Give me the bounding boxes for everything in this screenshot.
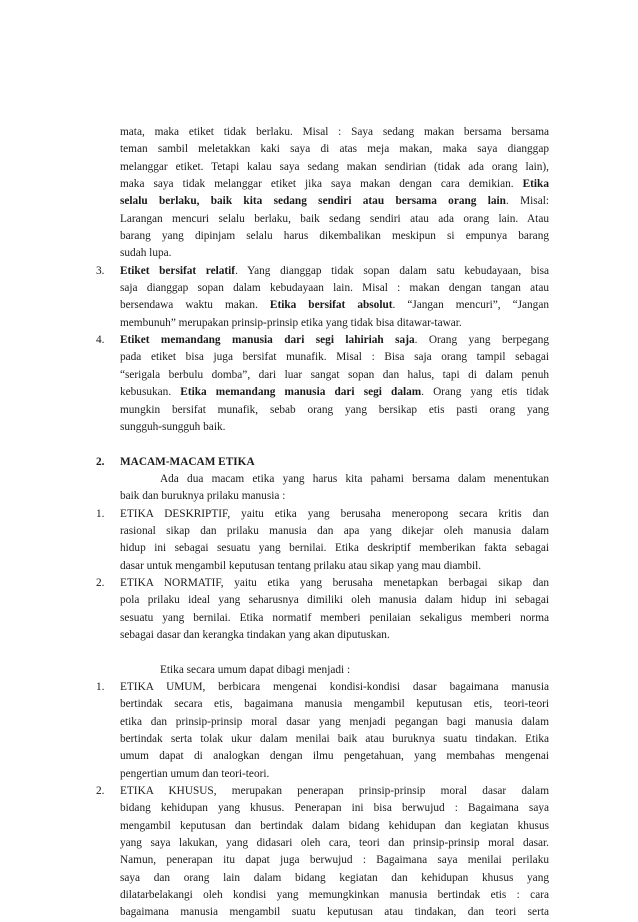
text-line	[0, 228, 549, 245]
text-line	[0, 540, 549, 557]
text-run: barang yang dipinjam selalu harus dikembalikan meskipun si empunya barang	[120, 230, 549, 243]
text-line	[0, 367, 549, 384]
bold-text-run: MACAM-MACAM ETIKA	[120, 455, 255, 468]
text-run: dasar untuk mengambil keputusan tentang prilaku atau sikap yang mau diambil.	[120, 559, 482, 572]
text-run: bertindak serta tolak ukur dalam menilai baik atau buruknya suatu tindakan. Etika	[120, 733, 549, 746]
text-line	[0, 835, 549, 852]
text-line	[0, 818, 549, 835]
text-run: yang saya lakukan, yang didasari oleh cara, teori dan prinsip-prinsip moral dasar.	[120, 837, 549, 850]
text-line	[0, 766, 549, 783]
text-run: ETIKA NORMATIF, yaitu etika yang berusaha menetapkan berbagai sikap dan	[120, 576, 549, 589]
text-run: bertindak secara etis, bagaimana manusia mengambil keputusan etis, teori-teori	[120, 698, 549, 711]
text-run: sesuatu yang bernilai. Etika normatif memberi penilaian sekaligus memberi norma	[120, 611, 549, 624]
text-run: baik dan buruknya prilaku manusia :	[120, 490, 286, 503]
text-line	[0, 696, 549, 713]
text-line	[0, 887, 549, 904]
text-line	[0, 714, 549, 731]
text-run: umum dapat di analogkan dengan ilmu pengetahuan, yang membahas mengenai	[120, 750, 549, 763]
text-line	[0, 852, 549, 869]
text-run: . Yang dianggap tidak sopan dalam satu kebudayaan, bisa	[235, 264, 549, 277]
text-line	[0, 124, 549, 141]
text-line	[0, 384, 549, 401]
bold-text-run: Etika memandang manusia dari segi dalam	[180, 386, 422, 399]
text-run: . Orang yang berpegang	[414, 334, 549, 347]
text-line	[0, 245, 549, 262]
list-number: 1.	[96, 681, 105, 693]
text-line	[0, 731, 549, 748]
text-run: maka saya tidak melanggar etiket jika saya makan dengan cara demikian.	[120, 178, 523, 191]
text-line	[0, 471, 549, 488]
text-run: . Misal:	[505, 195, 549, 208]
text-line	[0, 176, 549, 193]
text-run: “serigala berbulu domba”, dari luar sangat sopan dan halus, tapi di dalam penuh	[120, 368, 549, 381]
text-run: mungkin bersifat munafik, sebab orang yang bersikap etis pasti orang yang	[120, 403, 549, 416]
text-run: . Orang yang etis tidak	[421, 386, 549, 399]
text-run: Ada dua macam etika yang harus kita pahami bersama dalam menentukan	[160, 472, 549, 485]
text-run: . “Jangan mencuri”, “Jangan	[392, 299, 549, 312]
text-run: bagaimana manusia mengambil suatu keputusan atau tindakan, dan teori serta	[120, 906, 549, 919]
text-run: pola prilaku ideal yang seharusnya dimiliki oleh manusia dalam hidup ini sebagai	[120, 594, 549, 607]
text-line	[0, 349, 549, 366]
text-run: etika dan prinsip-prinsip moral dasar yang menjadi pegangan bagi manusia dalam	[120, 715, 549, 728]
list-number: 4.	[96, 334, 105, 347]
list-item-line	[0, 263, 549, 280]
list-item-line	[0, 575, 549, 592]
text-run: Namun, penerapan itu dapat juga berwujud : Bagaimana saya menilai perilaku	[120, 854, 549, 867]
text-run: Larangan mencuri selalu berlaku, baik sedang sendiri atau ada orang lain. Atau	[120, 212, 549, 225]
list-item-line	[0, 454, 549, 471]
text-run: sebagai dasar dan kerangka tindakan yang akan diputuskan.	[120, 628, 390, 641]
text-line	[0, 627, 549, 644]
text-run: membunuh” merupakan prinsip-prinsip etika yang tidak bisa ditawar-tawar.	[120, 316, 462, 329]
text-line	[0, 904, 549, 921]
list-number: 2.	[96, 455, 105, 468]
bold-text-run: Etika	[522, 178, 549, 191]
text-line	[0, 592, 549, 609]
list-item-line	[0, 783, 549, 800]
list-item-line	[0, 679, 549, 696]
blank-line	[0, 644, 638, 661]
text-run: sudah lupa.	[120, 247, 172, 260]
text-run: pengertian umum dan teori-teori.	[120, 767, 270, 780]
text-line	[0, 419, 549, 436]
text-run: mengambil keputusan dan bertindak dalam bidang kehidupan dan kegiatan khusus	[120, 819, 549, 832]
list-number: 2.	[96, 576, 105, 589]
text-run: saya dan orang lain dalam bidang kegiatan dan kehidupan khusus yang	[120, 871, 549, 884]
text-line	[0, 523, 549, 540]
text-run: hidup ini sebagai sesuatu yang bernilai. Etika deskriptif memberikan fakta sebagai	[120, 542, 549, 555]
blank-line	[0, 436, 638, 453]
list-number: 3.	[96, 264, 105, 277]
bold-text-run: selalu berlaku, baik kita sedang sendiri atau bersama orang lain	[120, 195, 506, 208]
list-number: 1.	[96, 507, 105, 520]
text-line	[0, 558, 549, 575]
bold-text-run: Etiket bersifat relatif	[120, 264, 236, 277]
text-line	[0, 610, 549, 627]
text-line	[0, 193, 549, 210]
text-line	[0, 870, 549, 887]
text-line	[0, 800, 549, 817]
text-line	[0, 402, 549, 419]
text-line	[0, 211, 549, 228]
text-run: ETIKA UMUM, berbicara mengenai kondisi-kondisi dasar bagaimana manusia	[120, 681, 549, 693]
list-number: 2.	[96, 785, 105, 798]
text-run: Etika secara umum dapat dibagi menjadi :	[160, 663, 351, 676]
text-line	[0, 748, 549, 765]
text-line	[0, 315, 549, 332]
text-run: pada etiket bisa juga bersifat munafik. Misal : Bisa saja orang tampil sebagai	[120, 351, 549, 364]
text-run: dilatarbelakangi oleh kondisi yang memungkinkan manusia bertindak etis : cara	[120, 889, 549, 902]
text-line	[0, 141, 549, 158]
list-item-line	[0, 332, 549, 349]
text-run: rasional sikap dan prilaku manusia dan apa yang dikejar oleh manusia dalam	[120, 524, 549, 537]
text-run: mata, maka etiket tidak berlaku. Misal : Saya sedang makan bersama bersama	[120, 126, 549, 138]
text-line	[0, 488, 549, 505]
text-line	[0, 297, 549, 314]
text-run: ETIKA DESKRIPTIF, yaitu etika yang berusaha meneropong secara kritis dan	[120, 507, 549, 520]
text-run: bidang kehidupan yang khusus. Penerapan ini bisa berwujud : Bagaimana saya	[120, 802, 549, 815]
text-run: bersendawa waktu makan.	[120, 299, 270, 312]
text-run: saja dianggap sopan dalam kebudayaan lain. Misal : makan dengan tangan atau	[120, 282, 549, 295]
text-run: melanggar etiket. Tetapi kalau saya sedang makan sendirian (tidak ada orang lain),	[120, 160, 549, 173]
bold-text-run: Etiket memandang manusia dari segi lahiriah saja	[120, 334, 415, 347]
text-run: teman sambil meletakkan kaki saya di atas meja makan, maka saya dianggap	[120, 143, 549, 156]
text-line	[0, 159, 549, 176]
text-run: ETIKA KHUSUS, merupakan penerapan prinsip-prinsip moral dasar dalam	[120, 785, 549, 798]
list-item-line	[0, 506, 549, 523]
bold-text-run: Etika bersifat absolut	[269, 299, 393, 312]
text-line	[0, 662, 549, 679]
text-line	[0, 280, 549, 297]
text-run: sungguh-sungguh baik.	[120, 420, 226, 433]
text-run: kebusukan.	[120, 386, 181, 399]
